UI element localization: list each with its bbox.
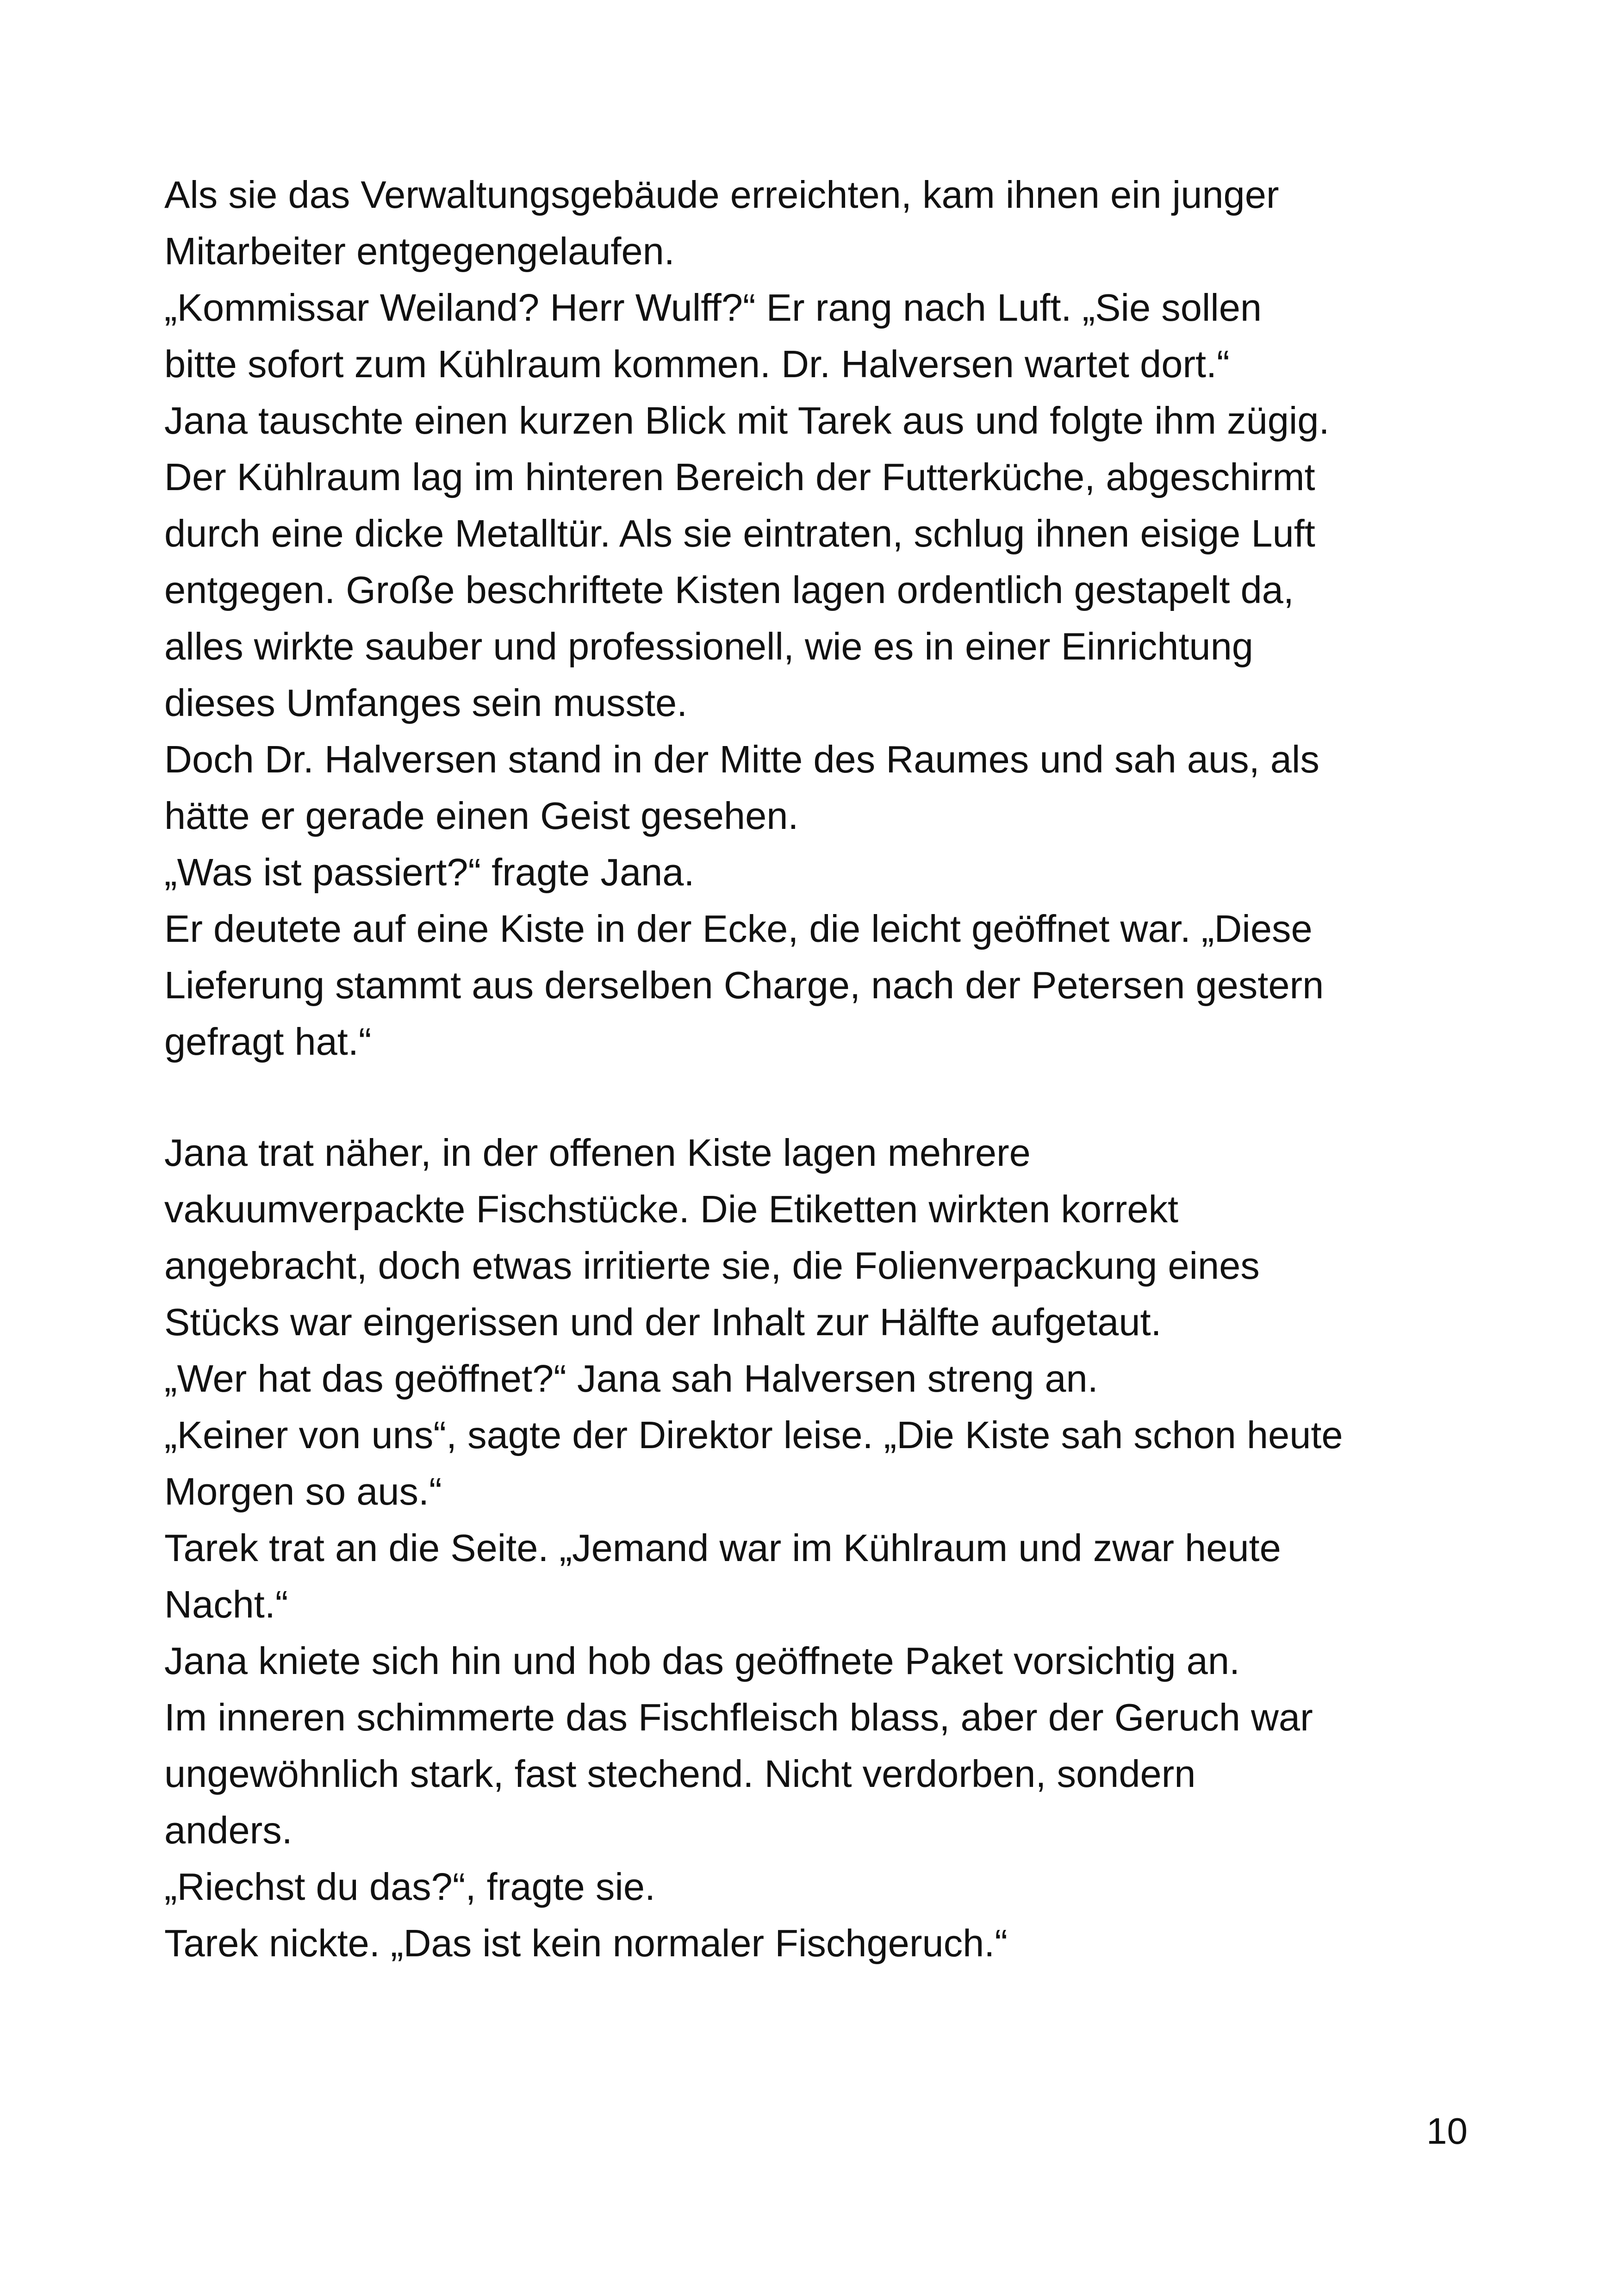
text-line: dieses Umfanges sein musste.: [164, 681, 688, 724]
text-line: bitte sofort zum Kühlraum kommen. Dr. Halversen wartet dort.“: [164, 342, 1230, 386]
text-line: Lieferung stammt aus derselben Charge, nach der Petersen gestern: [164, 964, 1324, 1007]
text-line: entgegen. Große beschriftete Kisten lagen ordentlich gestapelt da,: [164, 568, 1294, 611]
text-line: Stücks war eingerissen und der Inhalt zur Hälfte aufgetaut.: [164, 1300, 1162, 1344]
text-line: „Riechst du das?“, fragte sie.: [164, 1865, 656, 1908]
text-line: Mitarbeiter entgegengelaufen.: [164, 230, 675, 273]
text-line: Im inneren schimmerte das Fischfleisch blass, aber der Geruch war: [164, 1696, 1313, 1739]
text-line: Tarek nickte. „Das ist kein normaler Fischgeruch.“: [164, 1922, 1008, 1965]
text-line: vakuumverpackte Fischstücke. Die Etiketten wirkten korrekt: [164, 1188, 1179, 1231]
page-number: 10: [1426, 2110, 1468, 2152]
paragraph-2: [164, 1125, 1469, 1972]
text-line: alles wirkte sauber und professionell, wie es in einer Einrichtung: [164, 625, 1253, 668]
text-line: Tarek trat an die Seite. „Jemand war im Kühlraum und zwar heute: [164, 1526, 1281, 1569]
text-line: Nacht.“: [164, 1583, 288, 1626]
text-line: Als sie das Verwaltungsgebäude erreichten, kam ihnen ein junger: [164, 173, 1279, 216]
text-line: „Was ist passiert?“ fragte Jana.: [164, 851, 695, 894]
text-line: „Wer hat das geöffnet?“ Jana sah Halversen streng an.: [164, 1357, 1098, 1400]
text-line: „Keiner von uns“, sagte der Direktor leise. „Die Kiste sah schon heute: [164, 1413, 1343, 1456]
text-line: gefragt hat.“: [164, 1020, 372, 1063]
text-line: angebracht, doch etwas irritierte sie, die Folienverpackung eines: [164, 1244, 1260, 1287]
text-line: ungewöhnlich stark, fast stechend. Nicht verdorben, sondern: [164, 1752, 1196, 1795]
text-line: „Kommissar Weiland? Herr Wulff?“ Er rang nach Luft. „Sie sollen: [164, 286, 1262, 329]
text-line: hätte er gerade einen Geist gesehen.: [164, 794, 799, 837]
text-line: Er deutete auf eine Kiste in der Ecke, die leicht geöffnet war. „Diese: [164, 907, 1313, 950]
text-line: Doch Dr. Halversen stand in der Mitte des Raumes und sah aus, als: [164, 738, 1319, 781]
text-line: durch eine dicke Metalltür. Als sie eintraten, schlug ihnen eisige Luft: [164, 512, 1315, 555]
text-line: anders.: [164, 1809, 292, 1852]
text-line: Morgen so aus.“: [164, 1470, 442, 1513]
paragraph-1: [164, 167, 1469, 1070]
text-line: Der Kühlraum lag im hinteren Bereich der Futterküche, abgeschirmt: [164, 455, 1315, 498]
text-line: Jana trat näher, in der offenen Kiste lagen mehrere: [164, 1131, 1031, 1174]
text-line: Jana kniete sich hin und hob das geöffnete Paket vorsichtig an.: [164, 1639, 1240, 1682]
text-line: Jana tauschte einen kurzen Blick mit Tarek aus und folgte ihm zügig.: [164, 399, 1330, 442]
